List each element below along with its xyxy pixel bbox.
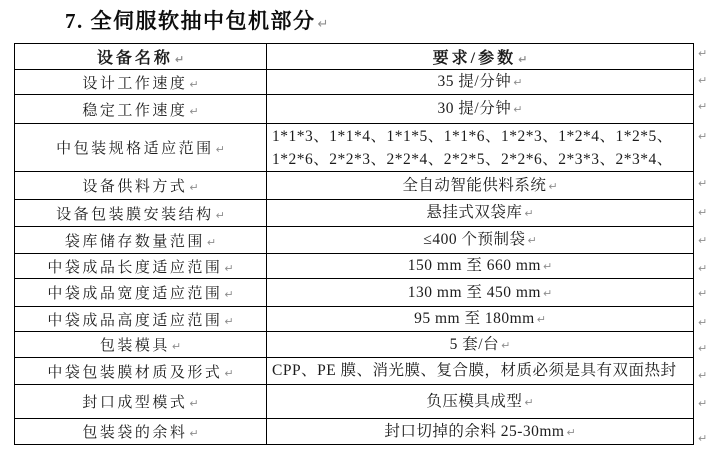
row-end-pilcrow-mark: ↵: [698, 130, 708, 143]
requirement-value-line: [267, 333, 693, 357]
table-row: [15, 254, 694, 279]
equipment-name-label: 中袋成品宽度适应范围: [47, 286, 223, 302]
equipment-name-cell: [15, 124, 267, 172]
requirement-value-text: 30 提/分钟: [437, 100, 512, 117]
pilcrow-mark: ↵: [536, 313, 546, 326]
row-end-pilcrow-mark: ↵: [698, 100, 708, 113]
equipment-name-label: 中袋包装膜材质及形式: [47, 364, 223, 381]
pilcrow-mark: ↵: [174, 53, 185, 66]
pilcrow-mark: ↵: [527, 234, 537, 247]
requirement-value-line: [267, 307, 693, 331]
header-requirements-label: 要求/参数: [432, 50, 517, 67]
row-end-pilcrow-mark: ↵: [698, 397, 708, 410]
requirement-value-line: [267, 228, 693, 252]
pilcrow-mark: ↵: [215, 143, 225, 156]
equipment-name-label: 设备供料方式: [82, 179, 188, 195]
table-row: [15, 279, 694, 307]
table-row: [15, 358, 694, 385]
requirement-value-line: [272, 125, 693, 148]
requirement-value-cell: [267, 124, 694, 172]
equipment-name-cell: [15, 200, 267, 227]
pilcrow-mark: ↵: [224, 261, 234, 275]
requirement-value-line: [267, 201, 693, 225]
equipment-name-label: 封口成型模式: [82, 395, 188, 411]
row-end-pilcrow-mark: ↵: [698, 316, 708, 329]
requirement-value-cell: [267, 172, 694, 200]
pilcrow-mark: ↵: [524, 207, 534, 220]
requirement-value-cell: [267, 70, 694, 95]
pilcrow-mark: ↵: [317, 17, 329, 32]
requirement-value-line: [267, 174, 693, 198]
pilcrow-mark: ↵: [524, 395, 534, 409]
table-row: [15, 124, 694, 172]
table-row: [15, 227, 694, 254]
requirement-value-cell: [267, 279, 694, 307]
equipment-name-cell: [15, 419, 267, 445]
table-row: [15, 172, 694, 200]
requirement-value-cell: [267, 358, 694, 385]
row-end-pilcrow-mark: ↵: [698, 74, 708, 87]
equipment-name-cell: [15, 279, 267, 307]
header-equipment-name-label: 设备名称: [96, 50, 173, 67]
pilcrow-mark: ↵: [543, 286, 553, 300]
requirement-value-line: [267, 97, 693, 121]
row-end-pilcrow-mark: ↵: [698, 47, 708, 60]
requirement-value-text: ≤400 个预制袋: [423, 231, 526, 248]
pilcrow-mark: ↵: [189, 427, 199, 440]
requirement-value-text: 130 mm 至 450 mm: [407, 283, 541, 301]
requirement-value-cell: [267, 227, 694, 254]
equipment-name-label: 包装模具: [99, 338, 170, 354]
requirement-value-text: 悬挂式双袋库: [426, 204, 523, 221]
spec-table: [14, 43, 694, 445]
equipment-name-cell: [15, 385, 267, 419]
pilcrow-mark: ↵: [548, 179, 558, 193]
requirement-value-cell: [267, 332, 694, 358]
requirement-value-cell: [267, 307, 694, 332]
row-end-pilcrow-mark: ↵: [698, 177, 708, 190]
requirement-value-text: CPP、PE 膜、消光膜、复合膜，材质必须是具有双面热封: [272, 362, 677, 379]
pilcrow-mark: ↵: [501, 338, 511, 352]
header-equipment-name: [15, 44, 267, 70]
equipment-name-label: 设计工作速度: [82, 75, 188, 92]
requirement-value-text: 150 mm 至 660 mm: [407, 257, 541, 274]
row-end-pilcrow-mark: ↵: [698, 287, 708, 300]
equipment-name-label: 设备包装膜安装结构: [56, 206, 214, 223]
equipment-name-label: 中袋成品长度适应范围: [47, 259, 223, 276]
requirement-value-line: [272, 359, 693, 382]
row-end-pilcrow-mark: ↵: [698, 369, 708, 382]
table-row: [15, 332, 694, 358]
equipment-name-label: 包装袋的余料: [82, 425, 188, 441]
requirement-value-cell: [267, 200, 694, 227]
requirement-value-line: [267, 281, 693, 305]
requirement-value-cell: [267, 254, 694, 279]
pilcrow-mark: ↵: [513, 103, 523, 116]
requirement-value-text: 35 提/分钟: [437, 73, 512, 90]
requirement-value-text: 全自动智能供料系统: [402, 176, 547, 194]
requirement-value-line: [267, 390, 693, 414]
requirement-value-text: 5 套/台: [449, 335, 500, 353]
equipment-name-cell: [15, 254, 267, 279]
equipment-name-cell: [15, 172, 267, 200]
pilcrow-mark: ↵: [189, 181, 199, 194]
table-row: [15, 200, 694, 227]
requirement-value-line: [267, 70, 693, 94]
equipment-name-cell: [15, 95, 267, 124]
equipment-name-label: 中袋成品高度适应范围: [47, 312, 223, 329]
section-title: [65, 5, 328, 35]
row-end-pilcrow-mark: ↵: [698, 234, 708, 247]
pilcrow-mark: ↵: [189, 104, 199, 118]
equipment-name-cell: [15, 227, 267, 254]
equipment-name-cell: [15, 358, 267, 385]
table-row: [15, 307, 694, 332]
header-requirements: [267, 44, 694, 70]
row-end-pilcrow-mark: ↵: [698, 432, 708, 445]
pilcrow-mark: ↵: [189, 397, 199, 410]
row-end-pilcrow-mark: ↵: [698, 262, 708, 275]
requirement-value-line: [267, 254, 693, 278]
equipment-name-label: 袋库储存数量范围: [64, 233, 205, 250]
requirement-value-line: [267, 420, 693, 444]
pilcrow-mark: ↵: [206, 235, 217, 249]
requirement-value-text: 95 mm 至 180mm: [414, 310, 535, 327]
table-row: [15, 385, 694, 419]
table-row: [15, 70, 694, 95]
table-header-row: [15, 44, 694, 70]
requirement-value-cell: [267, 385, 694, 419]
row-end-pilcrow-mark: ↵: [698, 206, 708, 219]
equipment-name-cell: [15, 307, 267, 332]
equipment-name-label: 中包装规格适应范围: [56, 141, 214, 157]
requirement-value-text: 封口切掉的余料 25-30mm: [384, 422, 565, 440]
requirement-value-text: 负压模具成型: [426, 392, 523, 410]
requirement-value-cell: [267, 95, 694, 124]
table-row: [15, 419, 694, 445]
requirement-value-line: [272, 148, 693, 171]
equipment-name-label: 稳定工作速度: [82, 102, 188, 119]
requirement-value-cell: [267, 419, 694, 445]
table-body: [15, 70, 694, 445]
pilcrow-mark: ↵: [224, 288, 234, 301]
pilcrow-mark: ↵: [189, 77, 199, 91]
equipment-name-cell: [15, 332, 267, 358]
requirement-value-text: 1*2*6、2*2*3、2*2*4、2*2*5、2*2*6、2*3*3、2*3*4、: [272, 151, 673, 168]
pilcrow-mark: ↵: [518, 53, 528, 66]
pilcrow-mark: ↵: [224, 366, 234, 380]
pilcrow-mark: ↵: [171, 340, 182, 353]
section-title-text: 7. 全伺服软抽中包机部分: [65, 9, 316, 33]
row-end-pilcrow-mark: ↵: [698, 342, 708, 355]
pilcrow-mark: ↵: [513, 76, 523, 89]
pilcrow-mark: ↵: [224, 314, 234, 328]
equipment-name-cell: [15, 70, 267, 95]
requirement-value-text: 1*1*3、1*1*4、1*1*5、1*1*6、1*2*3、1*2*4、1*2*5、: [272, 128, 673, 145]
pilcrow-mark: ↵: [215, 208, 225, 222]
pilcrow-mark: ↵: [566, 425, 576, 439]
table-row: [15, 95, 694, 124]
pilcrow-mark: ↵: [543, 260, 553, 273]
